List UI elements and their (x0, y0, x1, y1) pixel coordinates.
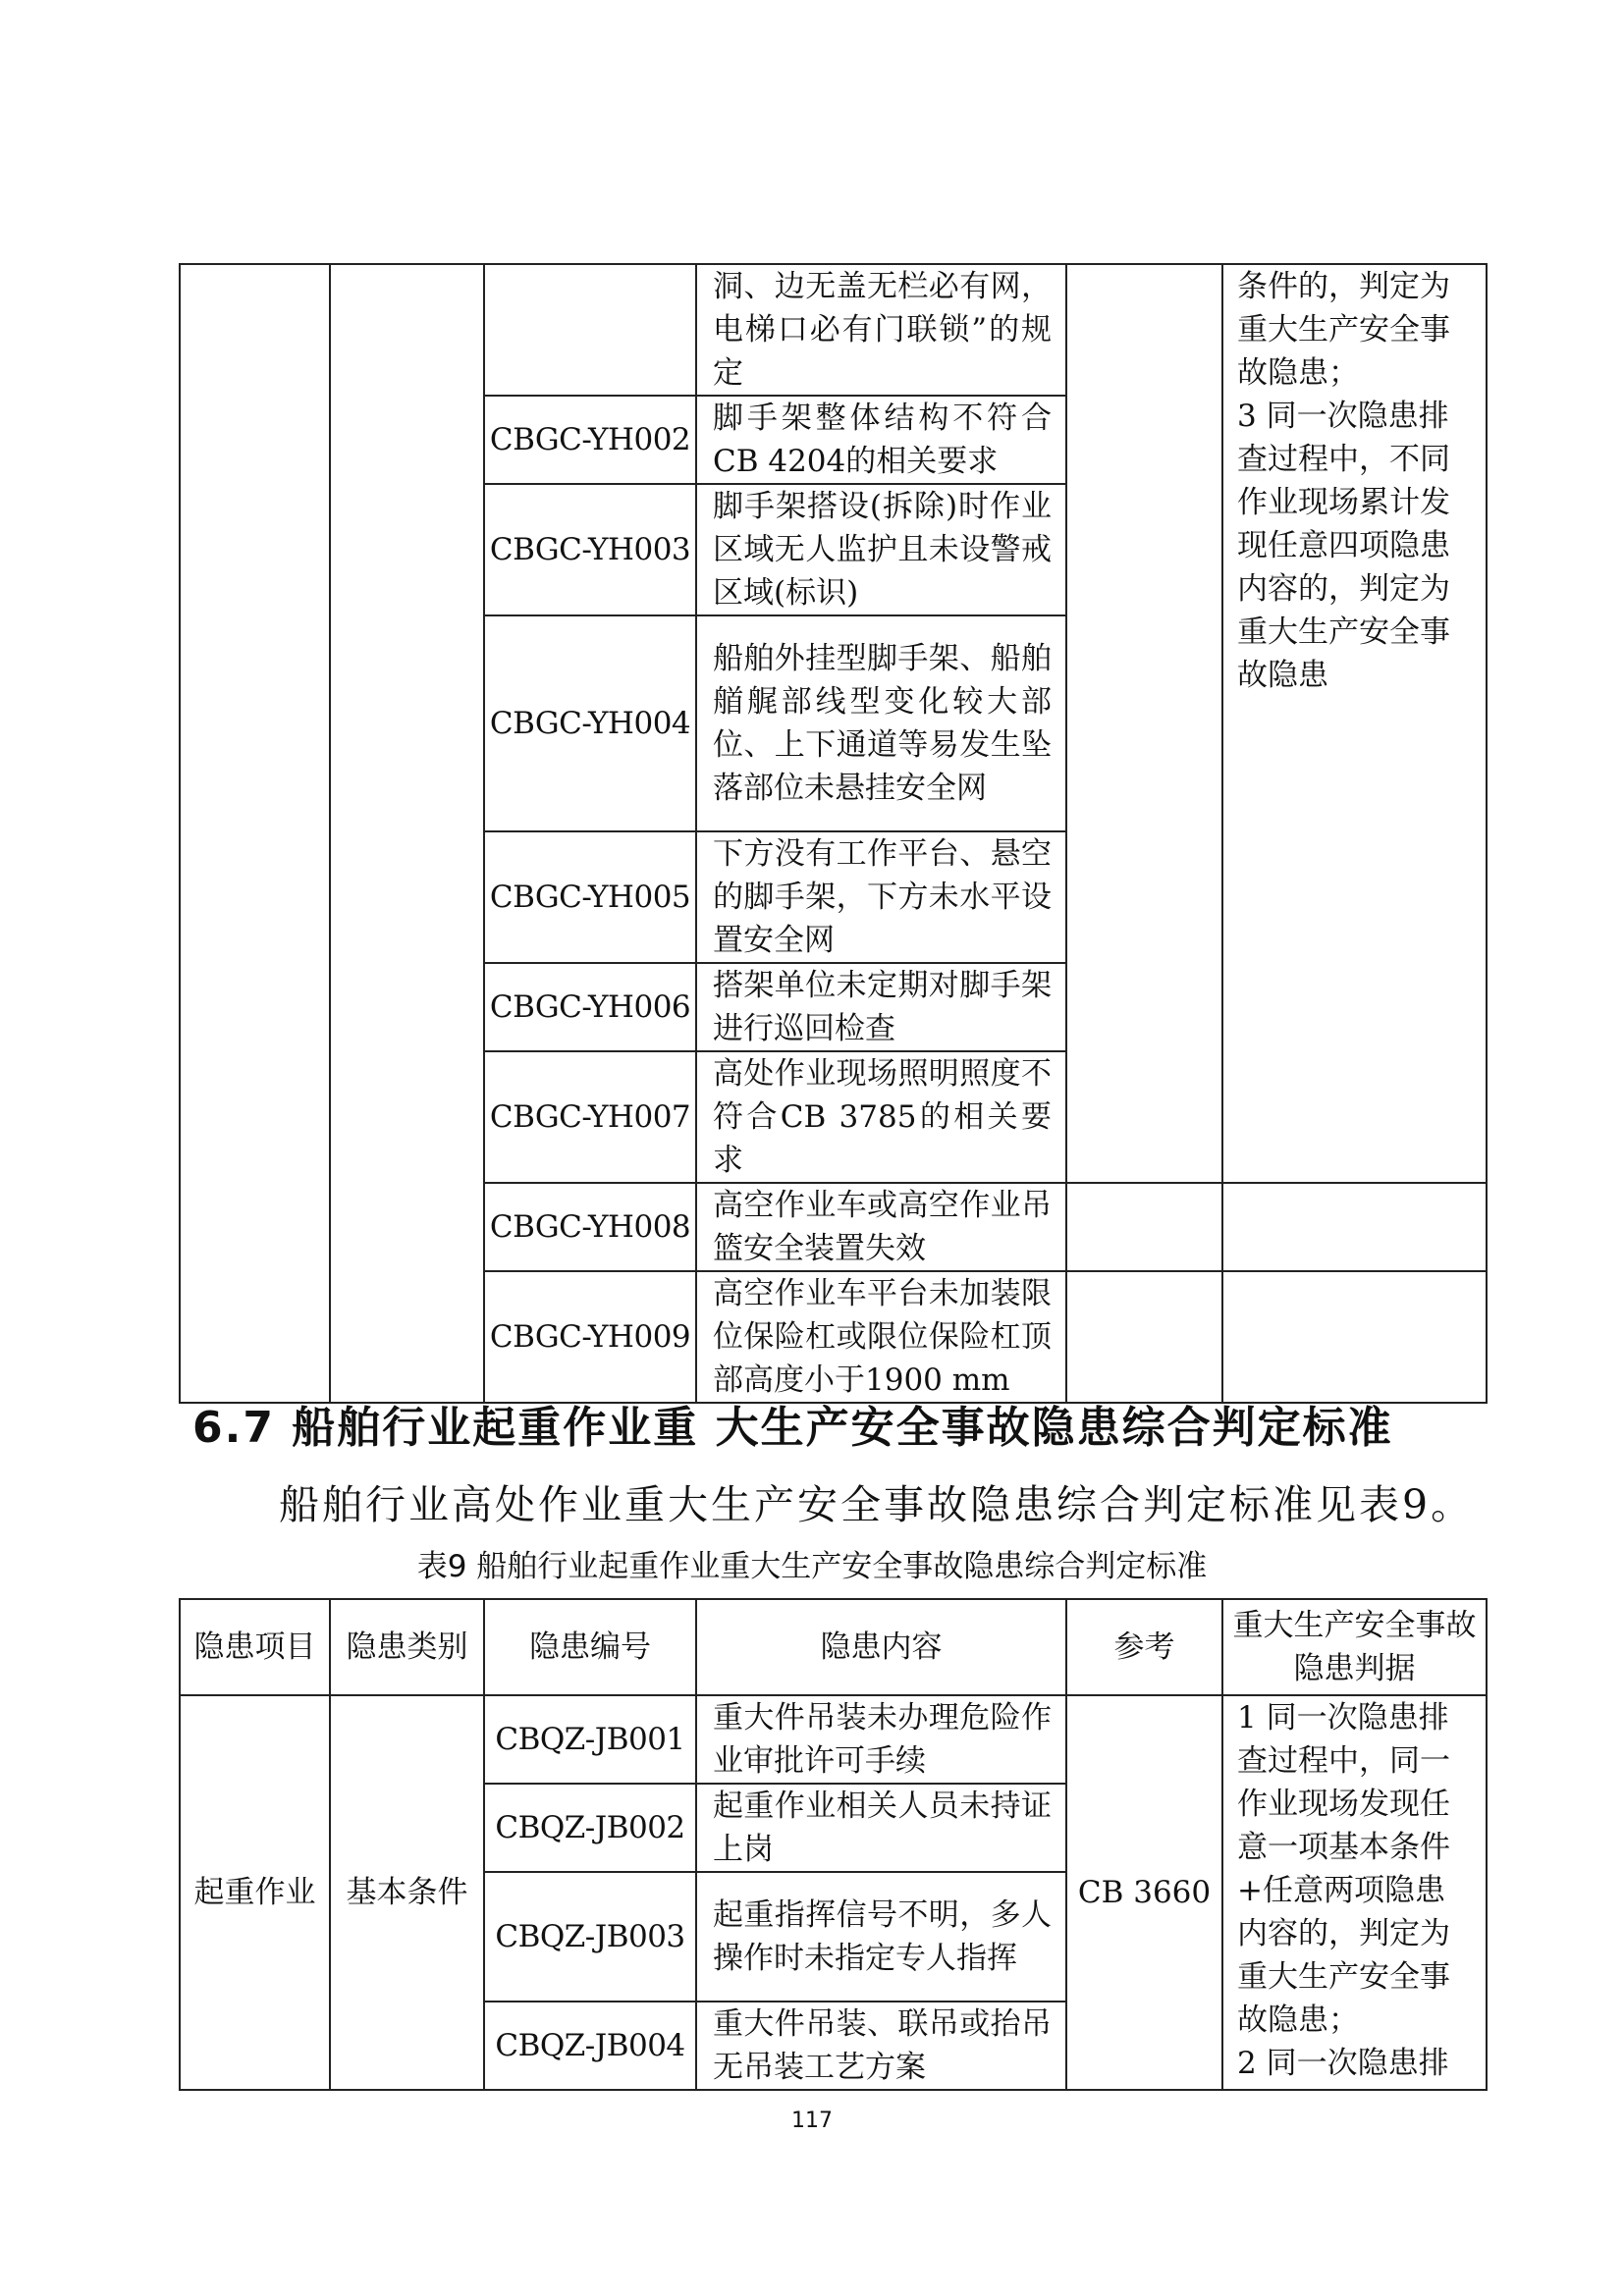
header-cell: 隐患项目 (180, 1599, 330, 1695)
content-cell: 脚手架搭设(拆除)时作业区域无人监护且未设警戒区域(标识) (696, 484, 1066, 615)
content-cell: 船舶外挂型脚手架、船舶艏艉部线型变化较大部位、上下通道等易发生坠落部位未悬挂安全网 (696, 615, 1066, 831)
reference-cell (1066, 264, 1222, 1183)
content-cell: 搭架单位未定期对脚手架进行巡回检查 (696, 963, 1066, 1051)
reference-cell (1066, 1271, 1222, 1403)
table-caption: 表9 船舶行业起重作业重大生产安全事故隐患综合判定标准 (416, 1549, 1208, 1584)
header-cell: 隐患编号 (484, 1599, 696, 1695)
code-cell: CBQZ-JB002 (484, 1784, 696, 1872)
reference-cell (1066, 1183, 1222, 1271)
header-cell: 重大生产安全事故隐患判据 (1222, 1599, 1487, 1695)
header-cell: 隐患内容 (696, 1599, 1066, 1695)
code-cell: CBQZ-JB004 (484, 2002, 696, 2090)
content-cell: 脚手架整体结构不符合CB 4204的相关要求 (696, 396, 1066, 484)
body-paragraph: 船舶行业高处作业重大生产安全事故隐患综合判定标准见表9。 (279, 1481, 1475, 1528)
code-cell: CBQZ-JB001 (484, 1695, 696, 1784)
item-cell (180, 264, 330, 1403)
code-cell: CBGC-YH004 (484, 615, 696, 831)
content-cell: 重大件吊装未办理危险作业审批许可手续 (696, 1695, 1066, 1784)
content-cell: 重大件吊装、联吊或抬吊无吊装工艺方案 (696, 2002, 1066, 2090)
content-cell: 下方没有工作平台、悬空的脚手架，下方未水平设置安全网 (696, 831, 1066, 963)
code-cell: CBGC-YH008 (484, 1183, 696, 1271)
category-cell: 基本条件 (330, 1695, 484, 2090)
content-cell: 起重作业相关人员未持证上岗 (696, 1784, 1066, 1872)
header-cell: 参考 (1066, 1599, 1222, 1695)
code-cell: CBGC-YH009 (484, 1271, 696, 1403)
code-cell: CBGC-YH005 (484, 831, 696, 963)
header-cell: 隐患类别 (330, 1599, 484, 1695)
section-heading: 6.7 船舶行业起重作业重 大生产安全事故隐患综合判定标准 (192, 1403, 1393, 1453)
code-cell: CBQZ-JB003 (484, 1872, 696, 2002)
item-cell: 起重作业 (180, 1695, 330, 2090)
reference-cell: CB 3660 (1066, 1695, 1222, 2090)
judgement-cell (1222, 1183, 1487, 1271)
judgement-cell: 条件的，判定为重大生产安全事故隐患； 3 同一次隐患排查过程中，不同作业现场累计发现任意四项隐患内容的，判定为重大生产安全事故隐患 (1222, 264, 1487, 1183)
content-cell: 洞、边无盖无栏必有网，电梯口必有门联锁”的规定 (696, 264, 1066, 396)
table-9 (179, 1598, 1488, 2091)
content-cell: 高空作业车平台未加装限位保险杠或限位保险杠顶部高度小于1900 mm (696, 1271, 1066, 1403)
category-cell (330, 264, 484, 1403)
judgement-cell (1222, 1271, 1487, 1403)
code-cell: CBGC-YH002 (484, 396, 696, 484)
table-8-continued (179, 263, 1488, 1404)
content-cell: 起重指挥信号不明，多人操作时未指定专人指挥 (696, 1872, 1066, 2002)
code-cell (484, 264, 696, 396)
content-cell: 高空作业车或高空作业吊篮安全装置失效 (696, 1183, 1066, 1271)
content-cell: 高处作业现场照明照度不符合CB 3785的相关要求 (696, 1051, 1066, 1183)
code-cell: CBGC-YH003 (484, 484, 696, 615)
code-cell: CBGC-YH007 (484, 1051, 696, 1183)
code-cell: CBGC-YH006 (484, 963, 696, 1051)
page-number: 117 (791, 2109, 833, 2133)
judgement-cell: 1 同一次隐患排查过程中，同一作业现场发现任意一项基本条件+任意两项隐患内容的，判定为重大生产安全事故隐患； 2 同一次隐患排 (1222, 1695, 1487, 2090)
